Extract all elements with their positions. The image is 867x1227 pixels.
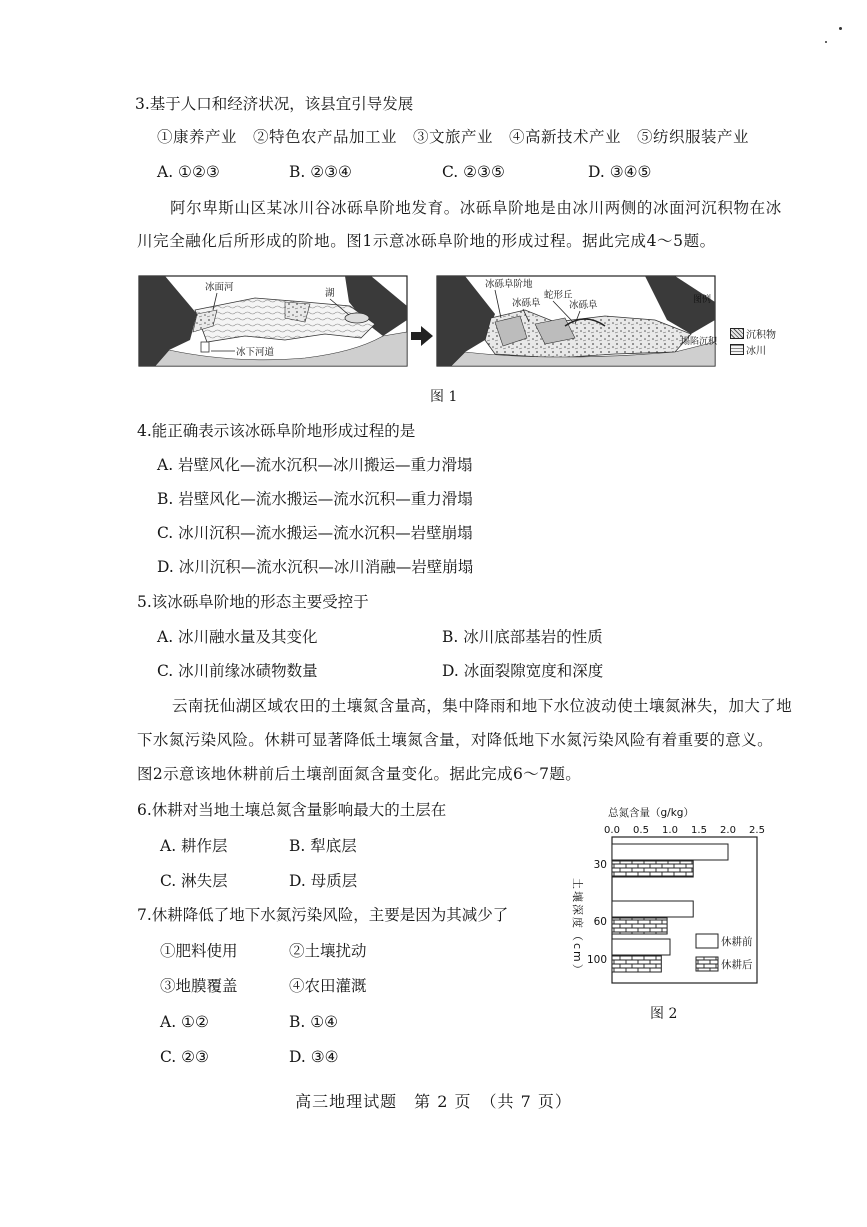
q6-option-b: B. 犁底层 bbox=[289, 837, 357, 855]
figure1-legend bbox=[693, 293, 711, 305]
q7-item-1: ①肥料使用 bbox=[160, 942, 238, 960]
legend-after-label: 休耕后 bbox=[721, 959, 753, 971]
passage1-line1: 阿尔卑斯山区某冰川谷冰砾阜阶地发育。冰砾阜阶地是由冰川两侧的冰面河沉积物在冰 bbox=[170, 199, 782, 217]
x-tick-label: 1.0 bbox=[662, 825, 678, 836]
figure1-legend-items bbox=[730, 326, 776, 356]
q7-option-b: B. ①④ bbox=[289, 1013, 339, 1031]
bar-before-60 bbox=[612, 901, 693, 917]
q6-option-a: A. 耕作层 bbox=[160, 837, 228, 855]
q3-option-d: D. ③④⑤ bbox=[588, 163, 652, 181]
label-kame-left: 冰砾阜 bbox=[512, 298, 541, 309]
q6-option-c: C. 淋失层 bbox=[160, 872, 228, 890]
q3-items: ①康养产业 ②特色农产品加工业 ③文旅产业 ④高新技术产业 ⑤纺织服装产业 bbox=[157, 128, 750, 146]
q3-option-a: A. ①②③ bbox=[157, 163, 220, 181]
q3-stem: 3.基于人口和经济状况，该县宜引导发展 bbox=[135, 95, 414, 113]
q7-item-2: ②土壤扰动 bbox=[289, 942, 367, 960]
bar-after-60 bbox=[612, 918, 667, 934]
legend-after-swatch bbox=[696, 957, 718, 971]
q5-option-a: A. 冰川融水量及其变化 bbox=[157, 628, 318, 646]
q4-option-a: A. 岩壁风化—流水沉积—冰川搬运—重力滑塌 bbox=[157, 456, 473, 474]
q4-option-c: C. 冰川沉积—流水搬运—流水沉积—岩壁崩塌 bbox=[157, 524, 473, 542]
chart-legend bbox=[696, 934, 753, 971]
label-subglacial-channel: 冰下河道 bbox=[236, 347, 275, 358]
q7-option-a: A. ①② bbox=[160, 1013, 209, 1031]
x-tick-label: 0.5 bbox=[633, 825, 649, 836]
q4-option-d: D. 冰川沉积—流水沉积—冰川消融—岩壁崩塌 bbox=[157, 558, 474, 576]
bar-before-100 bbox=[612, 939, 670, 955]
figure1-panel-before bbox=[139, 276, 407, 366]
chart-y-ticks bbox=[587, 859, 607, 966]
bar-before-30 bbox=[612, 844, 728, 860]
legend-glacier-swatch bbox=[730, 344, 744, 355]
q7-stem: 7.休耕降低了地下水氮污染风险，主要是因为其减少了 bbox=[137, 906, 509, 924]
chart-bars bbox=[612, 844, 728, 972]
bar-after-100 bbox=[612, 956, 661, 972]
passage1-line2: 川完全融化后所形成的阶地。图1示意冰砾阜阶地的形成过程。据此完成4～5题。 bbox=[137, 232, 716, 250]
x-tick-label: 0.0 bbox=[604, 825, 620, 836]
label-kame-right: 冰砾阜 bbox=[569, 300, 598, 311]
figure1-panel-after bbox=[437, 276, 718, 366]
legend-before-swatch bbox=[696, 934, 718, 948]
chart-xlabel: 总氮含量（g/kg） bbox=[608, 807, 694, 819]
q6-option-d: D. 母质层 bbox=[289, 872, 358, 890]
y-tick-label: 60 bbox=[593, 916, 607, 928]
q4-stem: 4.能正确表示该冰砾阜阶地形成过程的是 bbox=[137, 422, 416, 440]
figure1-diagram bbox=[135, 262, 720, 374]
x-tick-label: 1.5 bbox=[691, 825, 707, 836]
y-tick-label: 30 bbox=[593, 859, 607, 871]
passage2-line1: 云南抚仙湖区域农田的土壤氮含量高，集中降雨和地下水位波动使土壤氮淋失，加大了地 bbox=[172, 697, 793, 715]
q7-item-3: ③地膜覆盖 bbox=[160, 977, 238, 995]
scan-speck bbox=[839, 27, 842, 30]
q7-item-4: ④农田灌溉 bbox=[289, 977, 367, 995]
label-collapse: 塌陷沉积 bbox=[681, 337, 718, 347]
legend-glacier-label: 冰川 bbox=[746, 345, 766, 357]
q3-option-c: C. ②③⑤ bbox=[442, 163, 505, 181]
bar-after-30 bbox=[612, 861, 693, 877]
passage2-line3: 图2示意该地休耕前后土壤剖面氮含量变化。据此完成6～7题。 bbox=[137, 765, 582, 783]
q5-option-c: C. 冰川前缘冰碛物数量 bbox=[157, 662, 318, 680]
legend-before-label: 休耕前 bbox=[721, 936, 753, 948]
q6-stem: 6.休耕对当地土壤总氮含量影响最大的土层在 bbox=[137, 801, 447, 819]
figure2-chart bbox=[560, 800, 780, 1000]
label-terrace: 冰砾阜阶地 bbox=[485, 279, 533, 290]
q5-stem: 5.该冰砾阜阶地的形态主要受控于 bbox=[137, 593, 369, 611]
legend1-title: 图例 bbox=[693, 295, 712, 305]
scan-speck bbox=[825, 41, 827, 43]
label-lake: 湖 bbox=[325, 288, 335, 299]
q7-option-d: D. ③④ bbox=[289, 1048, 339, 1066]
chart-x-ticks bbox=[604, 825, 765, 836]
figure1-caption: 图 1 bbox=[430, 389, 458, 405]
q5-option-b: B. 冰川底部基岩的性质 bbox=[442, 628, 603, 646]
q3-option-b: B. ②③④ bbox=[289, 163, 352, 181]
q4-option-b: B. 岩壁风化—流水搬运—流水沉积—重力滑塌 bbox=[157, 490, 473, 508]
y-tick-label: 100 bbox=[586, 954, 607, 966]
legend-sediment-swatch bbox=[730, 328, 744, 339]
figure2-caption: 图 2 bbox=[650, 1006, 678, 1022]
label-esker: 蛇形丘 bbox=[544, 290, 573, 301]
x-tick-label: 2.5 bbox=[749, 825, 765, 836]
page-footer: 高三地理试题 第 2 页 （共 7 页） bbox=[295, 1092, 572, 1111]
legend-sediment-label: 沉积物 bbox=[746, 329, 776, 341]
q7-option-c: C. ②③ bbox=[160, 1048, 209, 1066]
passage2-line2: 下水氮污染风险。休耕可显著降低土壤氮含量，对降低地下水氮污染风险有着重要的意义。 bbox=[137, 731, 774, 749]
q5-option-d: D. 冰面裂隙宽度和深度 bbox=[442, 662, 604, 680]
figure1-arrow bbox=[411, 326, 433, 346]
x-tick-label: 2.0 bbox=[720, 825, 736, 836]
chart-ylabel: 土壤深度（cm） bbox=[571, 878, 584, 977]
label-ice-river: 冰面河 bbox=[205, 282, 234, 293]
